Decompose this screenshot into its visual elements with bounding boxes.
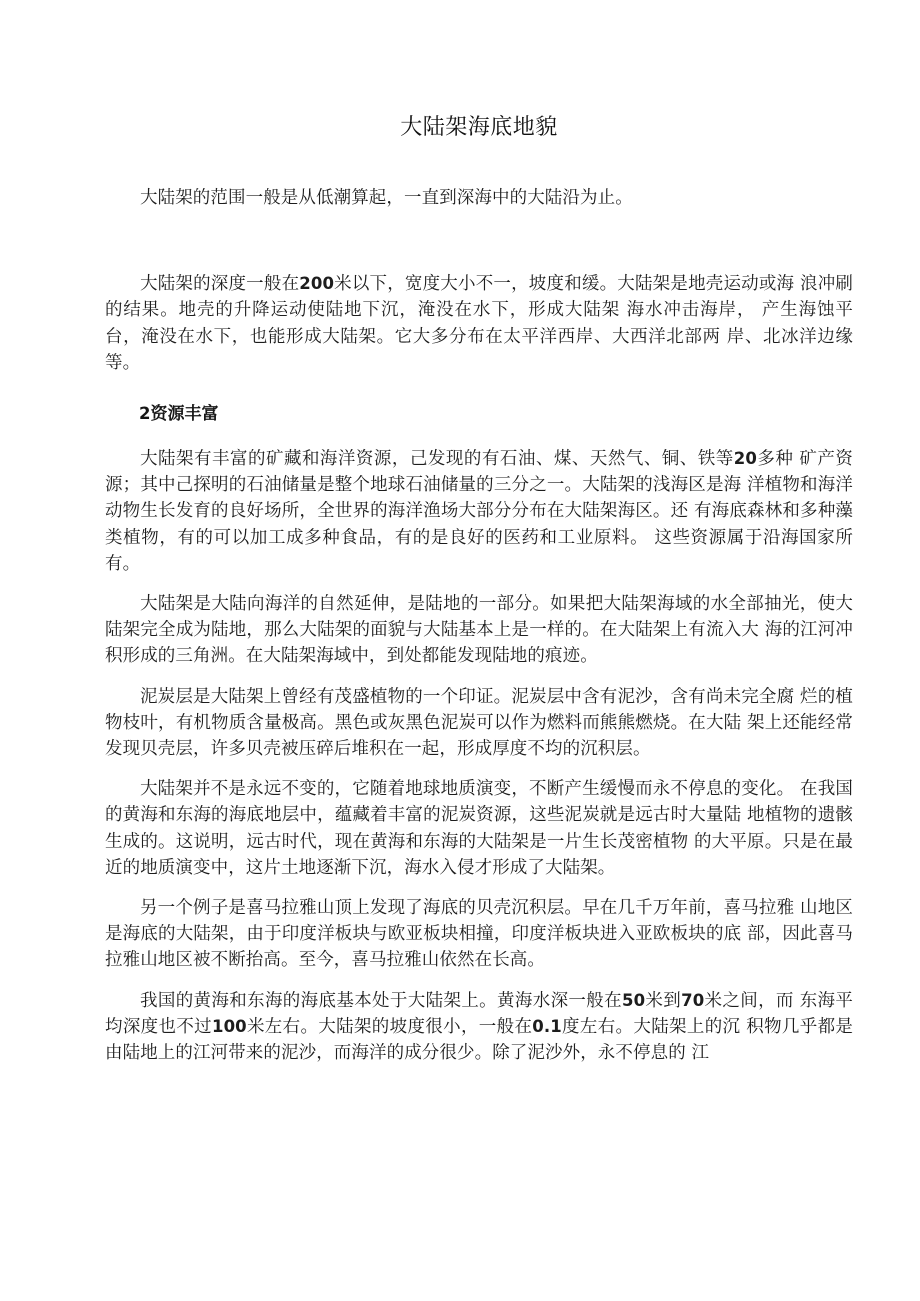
spacer bbox=[105, 376, 853, 402]
paragraph-geological-change: 大陆架并不是永远不变的，它随着地球地质演变，不断产生缓慢而永不停息的变化。 在我国的黄海和东海的海底地层中，蕴藏着丰富的泥炭资源，这些泥炭就是远古时大量陆 地植物的遗骸生成的。这说明，远古时代，现在黄海和东海的大陆架是一片生长茂密植物 的大平原。只是在最近的地质演变中，这片土地逐渐下沉，海水入侵才形成了大陆架。 bbox=[105, 779, 853, 878]
paragraph-intro: 大陆架的范围一般是从低潮算起，一直到深海中的大陆沿为止。 bbox=[140, 188, 633, 208]
spacer bbox=[105, 974, 853, 988]
document-body bbox=[105, 0, 853, 1066]
page-title: 大陆架海底地貌 bbox=[400, 115, 558, 140]
spacer bbox=[105, 143, 853, 185]
section-heading-resources: 2资源丰富 bbox=[139, 404, 219, 425]
paragraph-yellow-east-sea: 我国的黄海和东海的海底基本处于大陆架上。黄海水深一般在50米到70米之间，而 东海平均深度也不过100米左右。大陆架的坡度很小，一般在0.1度左右。大陆架上的沉 积物几乎都是由陆地上的江河带来的泥沙，而海洋的成分很少。除了泥沙外，永不停息的 江 bbox=[105, 990, 854, 1064]
spacer bbox=[105, 426, 853, 446]
paragraph-depth-and-formation: 大陆架的深度一般在200米以下，宽度大小不一，坡度和缓。大陆架是地壳运动或海 浪冲刷的结果。地壳的升降运动使陆地下沉，淹没在水下，形成大陆架 海水冲击海岸， 产生海蚀平台，淹没在水下，也能形成大陆架。它大多分布在太平洋西岸、大西洋北部两 岸、北冰洋边缘等。 bbox=[105, 274, 854, 373]
spacer bbox=[105, 577, 853, 591]
spacer bbox=[105, 211, 853, 271]
paragraph-resources: 大陆架有丰富的矿藏和海洋资源，己发现的有石油、煤、天然气、铜、铁等20多种 矿产资源；其中己探明的石油储量是整个地球石油储量的三分之一。大陆架的浅海区是海 洋植物和海洋动物生长发育的良好场所，全世界的海洋渔场大部分分布在大陆架海区。还 有海底森林和多种藻类植物，有的可以加工成多种食品，有的是良好的医药和工业原料。 这些资源属于沿海国家所有。 bbox=[105, 449, 853, 574]
paragraph-natural-extension: 大陆架是大陆向海洋的自然延伸，是陆地的一部分。如果把大陆架海域的水全部抽光，使大陆架完全成为陆地，那么大陆架的面貌与大陆基本上是一样的。在大陆架上有流入大 海的江河冲积形成的三角洲。在大陆架海域中，到处都能发现陆地的痕迹。 bbox=[105, 594, 853, 667]
spacer bbox=[105, 881, 853, 895]
spacer bbox=[105, 670, 853, 684]
paragraph-himalaya-example: 另一个例子是喜马拉雅山顶上发现了海底的贝壳沉积层。早在几千万年前，喜马拉雅 山地区是海底的大陆架，由于印度洋板块与欧亚板块相撞，印度洋板块进入亚欧板块的底 部，因此喜马拉雅山地区被不断抬高。至今，喜马拉雅山依然在长高。 bbox=[105, 898, 853, 971]
paragraph-peat-layer: 泥炭层是大陆架上曾经有茂盛植物的一个印证。泥炭层中含有泥沙，含有尚未完全腐 烂的植物枝叶，有机物质含量极高。黑色或灰黑色泥炭可以作为燃料而熊熊燃烧。在大陆 架上还能经常发现贝壳层，许多贝壳被压碎后堆积在一起，形成厚度不均的沉积层。 bbox=[105, 686, 853, 760]
spacer bbox=[105, 762, 853, 776]
